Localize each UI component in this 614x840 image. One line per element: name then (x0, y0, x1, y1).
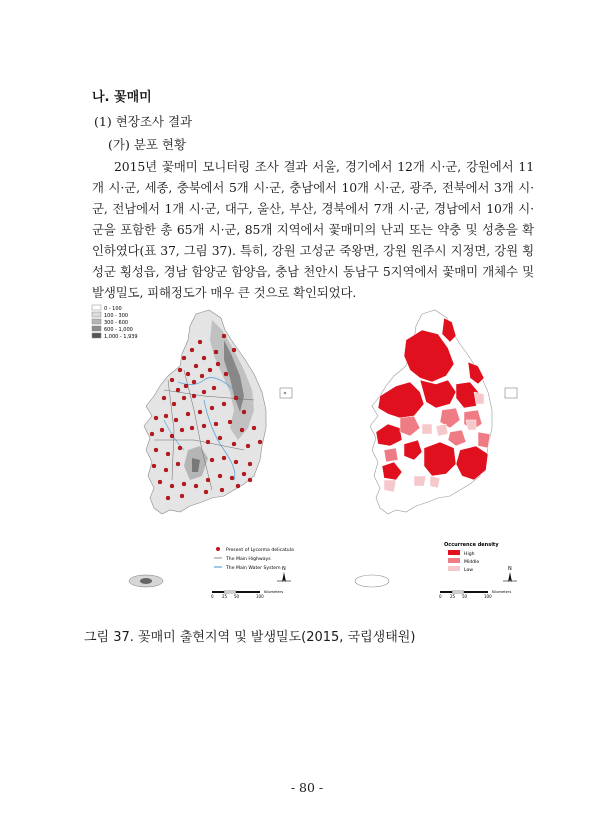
svg-text:0: 0 (439, 594, 442, 599)
svg-text:100: 100 (256, 594, 264, 599)
legend-water: The Main Water System (226, 566, 281, 571)
svg-text:25: 25 (222, 594, 228, 599)
jeju-right (355, 575, 389, 587)
subsection-heading: (1) 현장조사 결과 (94, 114, 193, 129)
svg-text:50: 50 (234, 594, 240, 599)
body-paragraph: 2015년 꽃매미 모니터링 조사 결과 서울, 경기에서 12개 시·군, 강원에서 11개 시·군, 세종, 충북에서 5개 시·군, 충남에서 10개 시·군, 광주, 전북에서 3개 시·군, 전남에서 1개 시·군, 대구, 울산, 부산, 경북에서 7개 시·군, 경남에서 10개 시·군을 포함한 총 65개 시·군, 85개 지역에서 꽃매미의 난괴 또는 약충 및 성충을 확인하였다(표 37, 그림 37). 특히, 강원 고성군 죽왕면, 강원 원주시 지정면, 강원 횡성군 횡성읍, 경남 함양군 함양읍, 충남 천안시 동남구 5지역에서 꽃매미 개체수 및 발생밀도, 피해정도가 매우 큰 것으로 확인되었다. (92, 159, 534, 300)
svg-text:50: 50 (462, 594, 468, 599)
legend-elev-1: 100 - 300 (104, 313, 129, 319)
svg-text:0: 0 (211, 594, 214, 599)
legend-elev-3: 600 - 1,000 (104, 327, 133, 333)
figure-maps (84, 300, 530, 610)
subsubsection-heading: (가) 분포 현황 (108, 137, 187, 152)
north-arrow-right (503, 566, 517, 582)
svg-text:25: 25 (450, 594, 456, 599)
legend-highway: The Main Highways (226, 557, 271, 562)
svg-text:Kilometers: Kilometers (492, 590, 512, 594)
legend-elev-4: 1,000 - 1,939 (104, 334, 138, 340)
right-map (355, 310, 517, 599)
svg-text:N: N (282, 566, 286, 572)
section-heading: 나. 꽃매미 (92, 90, 152, 105)
scale-bar-right (439, 590, 511, 599)
scale-bar-left (211, 590, 283, 599)
legend-high: High (464, 552, 475, 557)
svg-text:N: N (508, 566, 512, 572)
density-legend (444, 542, 499, 573)
legend-elev-2: 300 - 600 (104, 320, 129, 326)
legend-present: Present of Lycorma delicatula (226, 548, 294, 553)
svg-text:100: 100 (484, 594, 492, 599)
left-map (92, 305, 294, 599)
page-number: - 80 - (290, 780, 324, 795)
density-legend-title: Occurrence density (444, 542, 499, 548)
legend-elev-0: 0 - 100 (104, 306, 122, 312)
legend-middle: Middle (464, 560, 480, 565)
svg-text:Kilometers: Kilometers (264, 590, 284, 594)
figure-caption: 그림 37. 꽃매미 출현지역 및 발생밀도(2015, 국립생태원) (84, 630, 416, 645)
legend-low: Low (464, 568, 474, 573)
elevation-legend (92, 305, 138, 340)
